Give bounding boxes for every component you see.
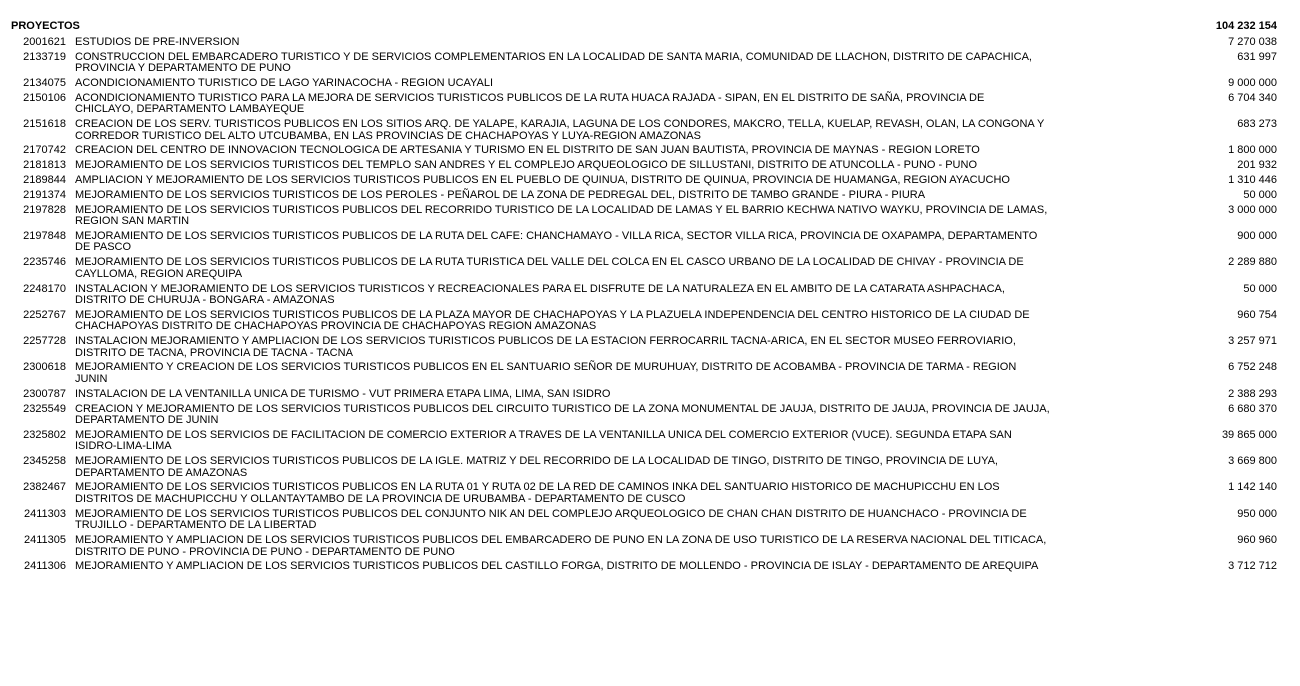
project-description: CREACION Y MEJORAMIENTO DE LOS SERVICIOS TURISTICOS PUBLICOS DEL CIRCUITO TURISTICO DE LA ZONA MONUMENTAL DE JAUJA, DISTRITO DE JAUJA, PROVINCIA DE JAUJA, DEPARTAMENTO DE JUNIN [75,402,1050,427]
project-description: MEJORAMIENTO DE LOS SERVICIOS TURISTICOS DE LOS PEROLES - PEÑAROL DE LA ZONA DE PEDREGAL DEL, DISTRITO DE TAMBO GRANDE - PIURA - PIURA [75,188,926,201]
project-amount: 3 000 000 [1228,203,1277,216]
project-amount: 683 273 [1237,118,1277,131]
project-amount: 960 754 [1237,308,1277,321]
project-code: 2150106 [23,91,66,104]
project-amount: 2 388 293 [1228,387,1277,400]
project-description: MEJORAMIENTO DE LOS SERVICIOS DE FACILITACION DE COMERCIO EXTERIOR A TRAVES DE LA VENTANILLA UNICA DEL COMERCIO EXTERIOR (VUCE). SEGUNDA ETAPA SAN ISIDRO-LIMA-LIMA [75,428,1012,453]
project-row [11,362,1277,385]
project-code: 2257728 [23,335,66,348]
project-list [11,37,1277,573]
project-amount: 7 270 038 [1228,36,1277,48]
project-code: 2197848 [23,229,66,242]
section-title: PROYECTOS [11,20,80,32]
project-amount: 2 289 880 [1228,256,1277,269]
project-row [11,535,1277,558]
project-amount: 950 000 [1237,507,1277,520]
project-description: ACONDICIONAMIENTO TURISTICO PARA LA MEJORA DE SERVICIOS TURISTICOS PUBLICOS DE LA RUTA HUACA RAJADA - SIPAN, EN EL DISTRITO DE SAÑA, PROVINCIA DE CHICLAYO, DEPARTAMENTO LAMBAYEQUE [75,91,985,116]
project-amount: 9 000 000 [1228,77,1277,90]
projects-document [11,19,1277,576]
project-amount: 6 680 370 [1228,402,1277,415]
project-description: MEJORAMIENTO DE LOS SERVICIOS TURISTICOS DEL TEMPLO SAN ANDRES Y EL COMPLEJO ARQUEOLOGICO DE SILLUSTANI, DISTRITO DE ATUNCOLLA - PUNO - PUNO [75,159,977,172]
project-amount: 3 257 971 [1228,335,1277,348]
project-code: 2189844 [23,174,66,187]
project-amount: 900 000 [1237,229,1277,242]
project-row [11,52,1277,75]
project-amount: 39 865 000 [1221,428,1277,441]
section-total: 104 232 154 [1215,20,1277,32]
project-description: MEJORAMIENTO Y AMPLIACION DE LOS SERVICIOS TURISTICOS PUBLICOS DEL CASTILLO FORGA, DISTRITO DE MOLLENDO - PROVINCIA DE ISLAY - DEPARTAMENTO DE AREQUIPA [75,560,1039,573]
project-amount: 1 800 000 [1228,144,1277,157]
project-code: 2197828 [23,203,66,216]
project-amount: 1 142 140 [1228,481,1277,494]
project-amount: 631 997 [1237,50,1277,63]
project-amount: 6 752 248 [1228,361,1277,374]
project-description: MEJORAMIENTO Y CREACION DE LOS SERVICIOS TURISTICOS PUBLICOS EN EL SANTUARIO SEÑOR DE MURUHUAY, DISTRITO DE ACOBAMBA - PROVINCIA DE TARMA - REGION JUNIN [75,361,1017,385]
project-code: 2325802 [23,428,66,441]
project-row [11,561,1277,573]
project-description: INSTALACION DE LA VENTANILLA UNICA DE TURISMO - VUT PRIMERA ETAPA LIMA, LIMA, SAN ISIDRO [75,387,611,400]
project-amount: 960 960 [1237,534,1277,547]
project-code: 2191374 [23,188,66,201]
project-amount: 3 712 712 [1228,560,1277,573]
project-amount: 1 310 446 [1228,174,1277,187]
project-code: 2300618 [23,361,66,374]
project-description: CREACION DE LOS SERV. TURISTICOS PUBLICOS EN LOS SITIOS ARQ. DE YALAPE, KARAJIA, LAGUNA DE LOS CONDORES, MAKCRO, TELLA, KUELAP, REVASH, OLAN, LA CONGONA Y CORREDOR TURISTICO DEL ALTO UTCUBAMBA, EN LAS PROVINCIAS DE CHACHAPOYAS Y LUYA-REGION AMAZONAS [75,118,1045,142]
project-code: 2382467 [23,481,66,494]
project-row [11,190,1277,202]
project-row [11,78,1277,90]
project-description: MEJORAMIENTO DE LOS SERVICIOS TURISTICOS PUBLICOS DE LA RUTA DEL CAFE: CHANCHAMAYO - VILLA RICA, SECTOR VILLA RICA, PROVINCIA DE OXAPAMPA, DEPARTAMENTO DE PASCO [75,229,1038,254]
project-code: 2252767 [23,308,66,321]
project-row [11,93,1277,116]
project-code: 2411306 [23,560,66,573]
project-row [11,482,1277,505]
project-row [11,175,1277,187]
project-row [11,284,1277,307]
section-header [11,19,1277,37]
project-code: 2345258 [23,455,66,468]
project-amount: 3 669 800 [1228,455,1277,468]
project-code: 2181813 [23,159,66,172]
project-code: 2300787 [23,387,66,400]
project-amount: 6 704 340 [1228,91,1277,104]
project-code: 2411305 [23,534,66,547]
project-row [11,257,1277,280]
project-row [11,456,1277,479]
project-row [11,509,1277,532]
project-row [11,37,1277,49]
project-description: AMPLIACION Y MEJORAMIENTO DE LOS SERVICIOS TURISTICOS PUBLICOS EN EL PUEBLO DE QUINUA, DISTRITO DE QUINUA, PROVINCIA DE HUAMANGA, REGION AYACUCHO [75,174,1010,187]
project-row [11,404,1277,427]
project-amount: 201 932 [1237,159,1277,172]
project-description: INSTALACION MEJORAMIENTO Y AMPLIACION DE LOS SERVICIOS TURISTICOS PUBLICOS DE LA ESTACION FERROCARRIL TACNA-ARICA, EN EL SECTOR MUSEO FERROVIARIO, DISTRITO DE TACNA, PROVINCIA DE TACNA - TACNA [75,335,1016,359]
project-description: MEJORAMIENTO DE LOS SERVICIOS TURISTICOS PUBLICOS DE LA IGLE. MATRIZ Y DEL RECORRIDO DE LA LOCALIDAD DE TINGO, DISTRITO DE TINGO, PROVINCIA DE LUYA, DEPARTAMENTO DE AMAZONAS [75,455,998,479]
project-row [11,430,1277,453]
project-code: 2133719 [23,50,66,63]
project-code: 2151618 [23,118,66,131]
project-row [11,231,1277,254]
project-code: 2235746 [23,256,66,269]
project-description: ACONDICIONAMIENTO TURISTICO DE LAGO YARINACOCHA - REGION UCAYALI [75,77,494,90]
project-description: MEJORAMIENTO Y AMPLIACION DE LOS SERVICIOS TURISTICOS PUBLICOS DEL EMBARCADERO DE PUNO EN LA ZONA DE USO TURISTICO DE LA RESERVA NACIONAL DEL TITICACA, DISTRITO DE PUNO - PROVINCIA DE PUNO - DEPARTAMENTO DE PUNO [75,534,1047,558]
project-row [11,119,1277,142]
project-description: ESTUDIOS DE PRE-INVERSION [75,36,240,48]
project-description: MEJORAMIENTO DE LOS SERVICIOS TURISTICOS PUBLICOS DE LA PLAZA MAYOR DE CHACHAPOYAS Y LA PLAZUELA INDEPENDENCIA DEL CENTRO HISTORICO DE LA CIUDAD DE CHACHAPOYAS DISTRITO DE CHACHAPOYAS PROVINCIA DE CHACHAPOYAS REGION AMAZONAS [75,308,1030,333]
project-description: CONSTRUCCION DEL EMBARCADERO TURISTICO Y DE SERVICIOS COMPLEMENTARIOS EN LA LOCALIDAD DE SANTA MARIA, COMUNIDAD DE LLACHON, DISTRITO DE CAPACHICA, PROVINCIA Y DEPARTAMENTO DE PUNO [75,50,1032,75]
project-row [11,145,1277,157]
project-row [11,389,1277,401]
project-description: INSTALACION Y MEJORAMIENTO DE LOS SERVICIOS TURISTICOS Y RECREACIONALES PARA EL DISFRUTE DE LA NATURALEZA EN EL AMBITO DE LA CATARATA ASHPACHACA, DISTRITO DE CHURUJA - BONGARA - AMAZONAS [75,282,1005,307]
project-code: 2001621 [23,36,66,48]
project-row [11,336,1277,359]
project-description: MEJORAMIENTO DE LOS SERVICIOS TURISTICOS PUBLICOS DEL RECORRIDO TURISTICO DE LA LOCALIDAD DE LAMAS Y EL BARRIO KECHWA NATIVO WAYKU, PROVINCIA DE LAMAS, REGION SAN MARTIN [75,203,1048,228]
project-description: CREACION DEL CENTRO DE INNOVACION TECNOLOGICA DE ARTESANIA Y TURISMO EN EL DISTRITO DE SAN JUAN BAUTISTA, PROVINCIA DE MAYNAS - REGION LORETO [75,144,980,157]
project-code: 2325549 [23,402,66,415]
project-description: MEJORAMIENTO DE LOS SERVICIOS TURISTICOS PUBLICOS DEL CONJUNTO NIK AN DEL COMPLEJO ARQUEOLOGICO DE CHAN CHAN DISTRITO DE HUANCHACO - PROVINCIA DE TRUJILLO - DEPARTAMENTO DE LA LIBERTAD [75,507,1027,532]
project-row [11,205,1277,228]
project-code: 2134075 [23,77,66,90]
project-code: 2248170 [23,282,66,295]
project-code: 2170742 [23,144,66,157]
project-row [11,160,1277,172]
project-description: MEJORAMIENTO DE LOS SERVICIOS TURISTICOS PUBLICOS DE LA RUTA TURISTICA DEL VALLE DEL COLCA EN EL CASCO URBANO DE LA LOCALIDAD DE CHIVAY - PROVINCIA DE CAYLLOMA, REGION AREQUIPA [75,256,1024,280]
project-description: MEJORAMIENTO DE LOS SERVICIOS TURISTICOS PUBLICOS EN LA RUTA 01 Y RUTA 02 DE LA RED DE CAMINOS INKA DEL SANTUARIO HISTORICO DE MACHUPICCHU EN LOS DISTRITOS DE MACHUPICCHU Y OLLANTAYTAMBO DE LA PROVINCIA DE URUBAMBA - DEPARTAMENTO DE CUSCO [75,481,1000,505]
project-amount: 50 000 [1243,282,1277,295]
project-code: 2411303 [23,507,66,520]
project-row [11,310,1277,333]
project-amount: 50 000 [1243,188,1277,201]
